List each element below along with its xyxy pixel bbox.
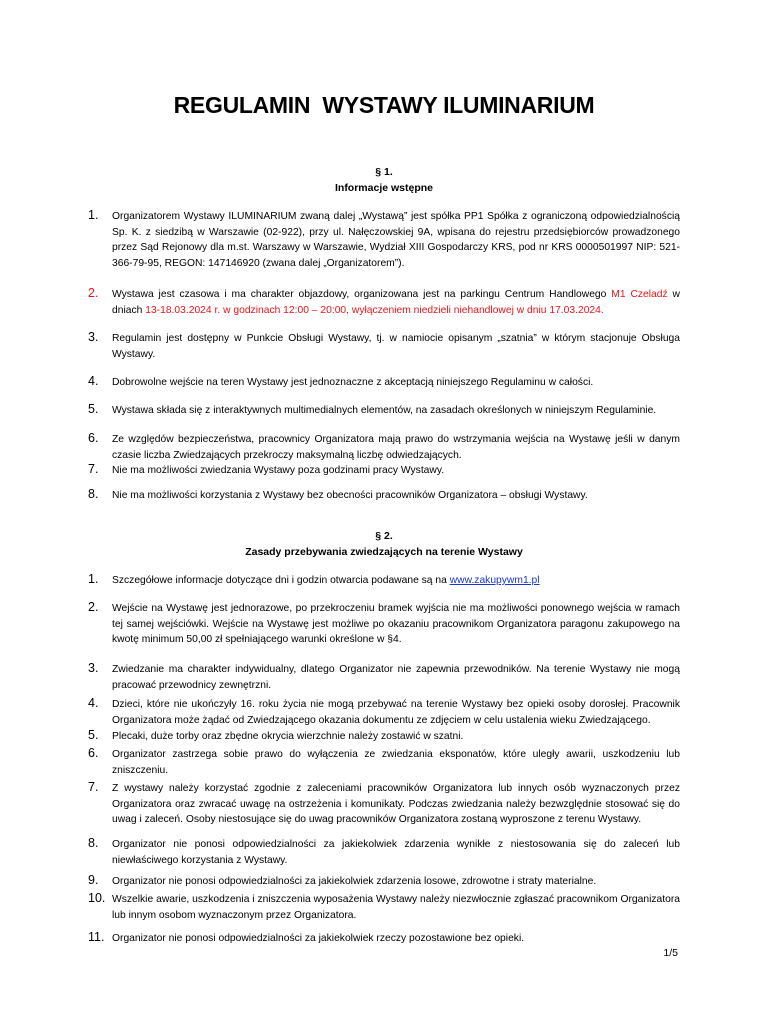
- section-2-number: § 2.: [375, 530, 393, 542]
- item-number: 2.: [88, 286, 99, 300]
- item-number: 6.: [88, 431, 99, 445]
- item-number: 6.: [88, 746, 99, 760]
- document-title: REGULAMIN WYSTAWY ILUMINARIUM: [173, 92, 595, 118]
- location-highlight: M1 Czeladź: [611, 289, 668, 300]
- item-number: 7.: [88, 780, 99, 794]
- item-number: 3.: [88, 661, 99, 675]
- item-number: 4.: [88, 696, 99, 710]
- item-number: 4.: [88, 374, 99, 388]
- item-number: 5.: [88, 402, 99, 416]
- item-number: 9.: [88, 873, 99, 887]
- item-number: 5.: [88, 728, 99, 742]
- section-1-heading: Informacje wstępne: [334, 182, 434, 194]
- dates-highlight: 13-18.03.2024 r. w godzinach 12:00 – 20:00, wyłączeniem niedzieli niehandlowej w dniu 17.03.2024.: [145, 304, 604, 316]
- item-number: 8.: [88, 487, 99, 501]
- item-number: 11.: [88, 930, 105, 944]
- item-text: Z wystawy należy korzystać zgodnie z zaleceniami pracowników Organizatora lub innych osób wyznaczonych przez Organizatora oraz zwracać uwagę na ostrzeżenia i komunikaty. Podczas zwiedzania należy bezwzględnie stosować się do uwag i zaleceń. Osoby niestosujące się do uwag pracowników Organizatora zostaną wyproszone z terenu Wystawy.: [112, 783, 680, 825]
- item-text-part: w dniach: [112, 289, 680, 316]
- item-text: Regulamin jest dostępny w Punkcie Obsługi Wystawy, tj. w namiocie opisanym „szatnia” w którym stacjonuje Obsługa Wystawy.: [112, 333, 680, 360]
- item-text: Nie ma możliwości zwiedzania Wystawy poza godzinami pracy Wystawy.: [112, 465, 445, 476]
- item-number: 2.: [88, 600, 99, 614]
- item-text: Nie ma możliwości korzystania z Wystawy bez obecności pracowników Organizatora – obsługi Wystawy.: [112, 490, 588, 501]
- item-text: Ze względów bezpieczeństwa, pracownicy Organizatora mają prawo do wstrzymania wejścia na Wystawę jeśli w danym czasie liczba Zwiedzających przekroczy maksymalną liczbę odwiedzających.: [112, 434, 680, 461]
- item-text: Organizator nie ponosi odpowiedzialności za jakiekolwiek zdarzenia losowe, zdrowotne i straty materialne.: [112, 876, 597, 887]
- item-text: Dobrowolne wejście na teren Wystawy jest jednoznaczne z akceptacją niniejszego Regulaminu w całości.: [112, 377, 594, 388]
- section-1-number: § 1.: [375, 166, 393, 178]
- item-text: Wszelkie awarie, uszkodzenia i zniszczenia wyposażenia Wystawy należy niezwłocznie zgłaszać pracownikom Organizatora lub innym osobom wyznaczonym przez Organizatora.: [112, 894, 680, 921]
- item-text: Zwiedzanie ma charakter indywidualny, dlatego Organizator nie zapewnia przewodników. Na terenie Wystawy nie mogą pracować przewodnicy zewnętrzni.: [112, 664, 680, 691]
- item-number: 8.: [88, 836, 99, 850]
- item-number: 1.: [88, 208, 99, 222]
- item-text: Organizatorem Wystawy ILUMINARIUM zwaną dalej „Wystawą” jest spółka PP1 Spółka z ograniczoną odpowiedzialnością Sp. K. z siedzibą w Warszawie (02-922), przy ul. Nałęczowskiej 9A, wpisana do rejestru przedsiębiorców prowadzonego przez Sąd Rejonowy dla m.st. Warszawy w Warszawie, Wydział XIII Gospodarczy KRS, pod nr KRS 0000501997 NIP: 521-366-79-95, REGON: 147146920 (zwana dalej „Organizatorem”).: [112, 211, 680, 269]
- item-text: Dzieci, które nie ukończyły 16. roku życia nie mogą przebywać na terenie Wystawy bez opieki osoby dorosłej. Pracownik Organizatora może żądać od Zwiedzającego okazania dokumentu ze zdjęciem w celu ustalenia wieku Zwiedzającego.: [112, 699, 680, 726]
- item-text-part: Wystawa jest czasowa i ma charakter objazdowy, organizowana jest na parkingu Centrum Handlowego: [112, 289, 612, 300]
- page-number: 1/5: [663, 947, 678, 959]
- section-2-heading: Zasady przebywania zwiedzających na terenie Wystawy: [245, 546, 523, 558]
- item-number: 3.: [88, 330, 99, 344]
- item-text: Wejście na Wystawę jest jednorazowe, po przekroczeniu bramek wyjścia nie ma możliwości ponownego wejścia w ramach tej samej wejściówki. Wejście na Wystawę jest możliwe po okazaniu pracownikom Organizatora paragonu zakupowego na kwotę minimum 50,00 zł spełniającego warunki określone w §4.: [112, 603, 680, 645]
- item-number: 7.: [88, 462, 99, 476]
- item-text: [112, 573, 680, 589]
- item-text: Organizator nie ponosi odpowiedzialności za jakiekolwiek rzeczy pozostawione bez opieki.: [112, 933, 525, 944]
- item-text: Wystawa składa się z interaktywnych multimedialnych elementów, na zasadach określonych w niniejszym Regulaminie.: [112, 405, 657, 416]
- website-link[interactable]: www.zakupywm1.pl: [449, 575, 540, 586]
- item-text: Organizator zastrzega sobie prawo do wyłączenia ze zwiedzania eksponatów, które uległy awarii, uszkodzeniu lub zniszczeniu.: [112, 749, 680, 776]
- item-text: [112, 287, 680, 318]
- item-number: 1.: [88, 572, 99, 586]
- item-text-part: Szczegółowe informacje dotyczące dni i godzin otwarcia podawane są na: [112, 575, 450, 586]
- item-number: 10.: [88, 891, 106, 905]
- item-text: Organizator nie ponosi odpowiedzialności za jakiekolwiek zdarzenia wynikłe z niestosowania się do zaleceń lub niewłaściwego korzystania z Wystawy.: [112, 839, 680, 866]
- item-text: Plecaki, duże torby oraz zbędne okrycia wierzchnie należy zostawić w szatni.: [112, 731, 464, 742]
